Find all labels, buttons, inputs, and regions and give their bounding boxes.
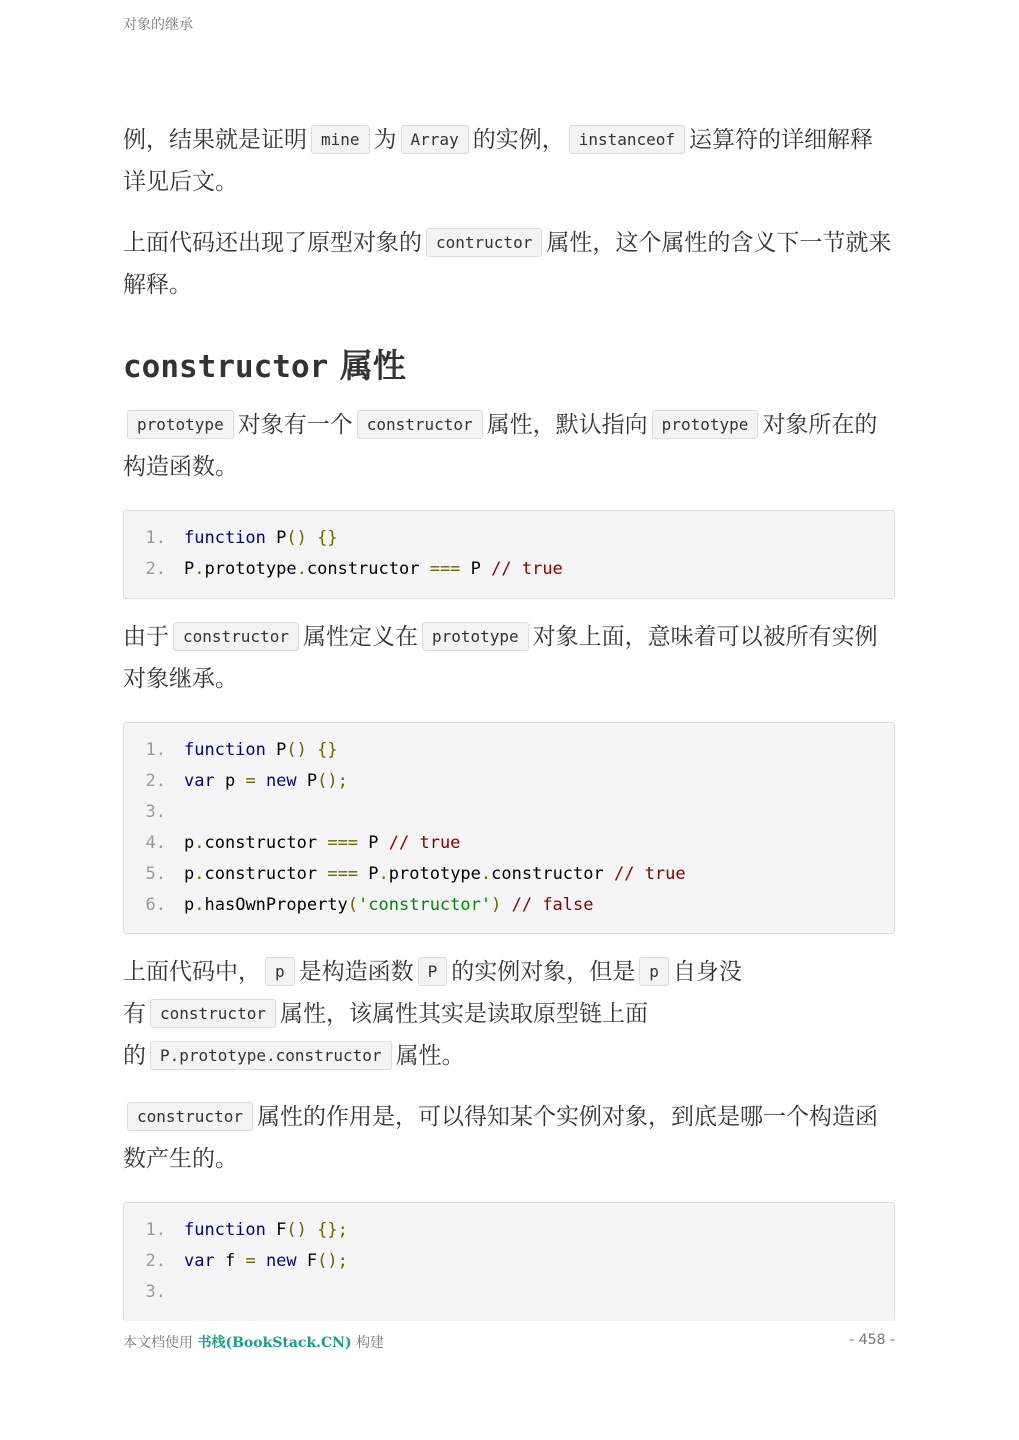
line-number: 1. — [145, 528, 166, 548]
inline-code: constructor — [173, 622, 299, 651]
code-line — [124, 554, 563, 585]
code-token: (); — [317, 771, 348, 791]
text: 自身没 — [672, 959, 742, 985]
code-token: . — [194, 559, 205, 579]
code-token: new — [265, 771, 297, 791]
inline-code: instanceof — [569, 125, 685, 154]
code-block — [123, 1202, 895, 1321]
text: 属性，这个属性的含义下一节就来解释。 — [123, 230, 892, 298]
code-token — [256, 1251, 266, 1271]
code-token: // true — [491, 559, 563, 579]
code-line — [124, 735, 338, 766]
text: 对象所在的构造函数。 — [123, 412, 878, 480]
code-token: {}; — [317, 1220, 348, 1240]
text: 是构造函数 — [298, 959, 414, 985]
footer-text: 本文档使用 — [123, 1335, 193, 1351]
code-line — [124, 1246, 348, 1277]
code-token: // false — [511, 895, 594, 915]
text: 为 — [373, 127, 397, 153]
inline-code: p — [639, 957, 669, 986]
text: 对象上面，意味着可以被所有实例对象继承。 — [123, 624, 878, 692]
code-token: p — [184, 895, 195, 915]
text: 属性定义在 — [302, 624, 418, 650]
inline-code: constructor — [357, 410, 483, 439]
footer-brand-link[interactable]: 书栈(BookStack.CN) — [197, 1335, 352, 1351]
code-token: P — [184, 559, 195, 579]
code-line — [124, 523, 338, 554]
line-number: 1. — [145, 1220, 166, 1240]
code-token: = — [245, 1251, 256, 1271]
inline-code: P.prototype.constructor — [150, 1041, 392, 1070]
code-token: p — [214, 771, 246, 791]
code-token: // true — [388, 833, 461, 853]
code-token: . — [296, 559, 307, 579]
code-token: function — [184, 1220, 266, 1240]
code-token: {} — [317, 740, 338, 760]
code-token: new — [265, 1251, 297, 1271]
code-token: (); — [317, 1251, 348, 1271]
line-number: 2. — [145, 559, 166, 579]
code-token: () — [286, 740, 307, 760]
code-token: P — [358, 833, 389, 853]
code-token: . — [194, 864, 205, 884]
code-token — [256, 771, 266, 791]
page-number: - 458 - — [849, 1332, 895, 1348]
text-line — [123, 951, 895, 993]
code-token: P — [460, 559, 492, 579]
code-token — [307, 1220, 317, 1240]
text: 由于 — [123, 624, 169, 650]
paragraph-usage — [123, 1096, 895, 1180]
paragraph-contructor — [123, 222, 895, 306]
inline-code: contructor — [426, 228, 542, 257]
code-line — [124, 1277, 184, 1308]
text: 的实例， — [472, 127, 565, 153]
text: 上面代码还出现了原型对象的 — [123, 230, 422, 256]
code-token: P — [296, 771, 318, 791]
code-token — [307, 740, 317, 760]
code-token: . — [194, 895, 205, 915]
code-token: hasOwnProperty — [204, 895, 348, 915]
code-token: {} — [317, 528, 338, 548]
text: 的 — [123, 1043, 146, 1069]
code-token: 'constructor' — [358, 895, 492, 915]
text: 上面代码中， — [123, 959, 261, 985]
code-token: . — [194, 833, 205, 853]
inline-code: prototype — [652, 410, 759, 439]
code-token: p — [184, 864, 195, 884]
code-token: P — [265, 528, 287, 548]
section-heading — [123, 340, 406, 387]
inline-code: prototype — [422, 622, 529, 651]
code-token: var — [184, 1251, 215, 1271]
code-token: () — [286, 1220, 307, 1240]
inline-code: Array — [401, 125, 469, 154]
text: 属性，该属性其实是读取原型链上面 — [279, 1001, 648, 1027]
footer-text: 构建 — [356, 1335, 385, 1351]
code-block — [123, 510, 895, 599]
text: 运算符的详细解释详见后文。 — [123, 127, 874, 195]
page-footer — [123, 1332, 895, 1352]
code-block — [123, 722, 895, 934]
text: 属性，默认指向 — [486, 412, 648, 438]
paragraph-explanation — [123, 951, 895, 1077]
line-number: 4. — [145, 833, 166, 853]
code-token: === — [327, 864, 359, 884]
code-token: function — [184, 528, 266, 548]
line-number: 3. — [145, 1282, 166, 1302]
paragraph-prototype — [123, 404, 895, 488]
line-number: 2. — [145, 1251, 166, 1271]
code-line — [124, 828, 460, 859]
code-token: ( — [347, 895, 359, 915]
line-number: 3. — [145, 802, 166, 822]
code-token: () — [286, 528, 307, 548]
code-token — [501, 895, 511, 915]
heading-code: constructor — [123, 349, 329, 385]
text: 属性。 — [395, 1043, 465, 1069]
code-token: constructor — [306, 559, 430, 579]
code-token: F — [265, 1220, 287, 1240]
inline-code: mine — [311, 125, 370, 154]
code-token: P — [265, 740, 287, 760]
heading-text: 属性 — [339, 346, 406, 385]
code-token: = — [245, 771, 256, 791]
code-line — [124, 797, 184, 828]
line-number: 2. — [145, 771, 166, 791]
line-number: 1. — [145, 740, 166, 760]
paragraph-inheritance — [123, 616, 895, 700]
code-line — [124, 890, 594, 921]
code-token: P — [358, 864, 379, 884]
text-line — [123, 1035, 895, 1077]
text: 的实例对象，但是 — [451, 959, 636, 985]
text-line — [123, 993, 895, 1035]
inline-code: p — [265, 957, 295, 986]
code-token — [307, 528, 317, 548]
inline-code: P — [418, 957, 448, 986]
text: 例，结果就是证明 — [123, 127, 307, 153]
code-token: function — [184, 740, 266, 760]
inline-code: constructor — [150, 999, 276, 1028]
code-token: var — [184, 771, 215, 791]
code-token: prototype — [388, 864, 481, 884]
code-token: constructor — [491, 864, 614, 884]
paragraph-instanceof — [123, 119, 895, 203]
text: 对象有一个 — [237, 412, 353, 438]
code-token: p — [184, 833, 195, 853]
code-line — [124, 1215, 348, 1246]
code-token: F — [296, 1251, 318, 1271]
code-token: . — [378, 864, 389, 884]
code-token: constructor — [204, 833, 328, 853]
code-line — [124, 859, 686, 890]
code-token: f — [214, 1251, 246, 1271]
inline-code: constructor — [127, 1102, 253, 1131]
code-token: constructor — [204, 864, 328, 884]
code-token: // true — [613, 864, 686, 884]
code-token: . — [480, 864, 492, 884]
inline-code: prototype — [127, 410, 234, 439]
text: 属性的作用是，可以得知某个实例对象，到底是哪一个构造函数产生的。 — [123, 1104, 878, 1172]
text: 有 — [123, 1001, 146, 1027]
code-line — [124, 766, 348, 797]
code-token: prototype — [204, 559, 297, 579]
line-number: 6. — [145, 895, 166, 915]
running-header: 对象的继承 — [123, 17, 193, 33]
code-token: === — [429, 559, 461, 579]
line-number: 5. — [145, 864, 166, 884]
code-token: === — [327, 833, 359, 853]
code-token: ) — [491, 895, 502, 915]
